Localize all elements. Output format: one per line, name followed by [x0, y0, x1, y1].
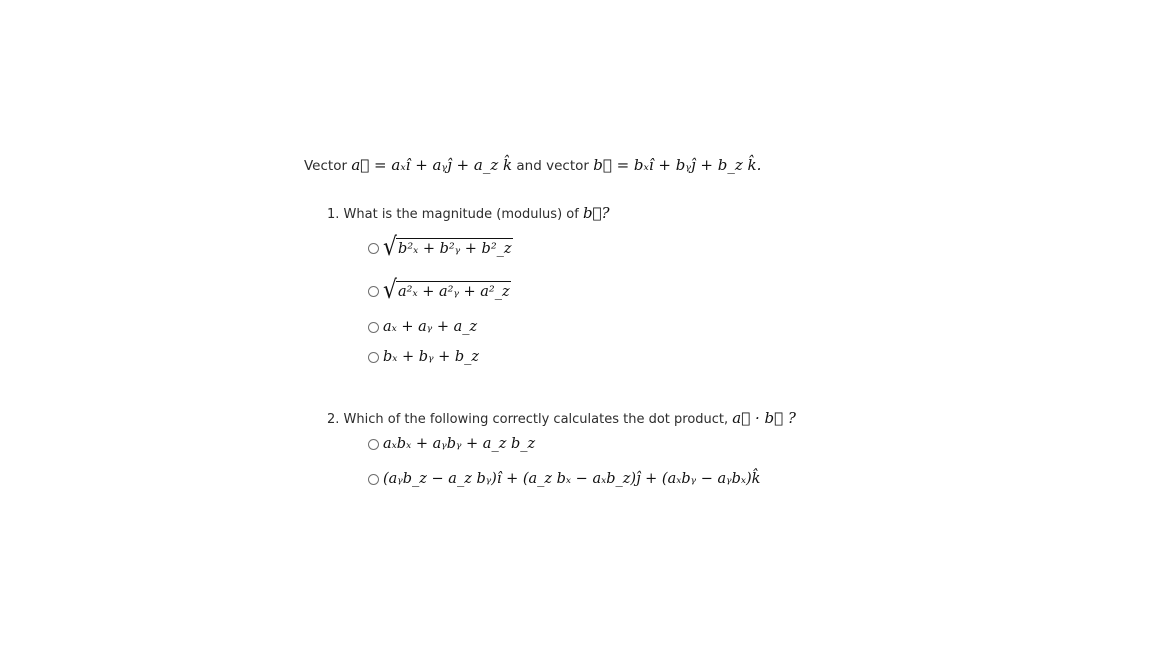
- option-label: bₓ + bᵧ + b_z: [383, 349, 480, 365]
- question-2: [327, 408, 796, 430]
- q1-option-3[interactable]: [368, 318, 477, 336]
- question-1: [327, 203, 610, 225]
- question-2-text: 2. Which of the following correctly calculates the dot product,: [327, 412, 729, 427]
- vector-a-definition: a⃗ = aₓî + aᵧĵ + a_z k̂: [351, 156, 513, 174]
- sqrt-sign-icon: √: [383, 276, 398, 305]
- sqrt-sign-icon: √: [383, 233, 398, 262]
- radio-button[interactable]: [368, 322, 379, 333]
- q1-option-1[interactable]: [368, 233, 513, 262]
- option-label: aₓbₓ + aᵧbᵧ + a_z b_z: [383, 436, 536, 452]
- q1-option-2[interactable]: [368, 276, 511, 305]
- option-label: a²ₓ + a²ᵧ + a²_z: [396, 281, 511, 302]
- sqrt-expression: [383, 233, 513, 262]
- question-1-text: 1. What is the magnitude (modulus) of: [327, 207, 579, 222]
- option-label: aₓ + aᵧ + a_z: [383, 319, 478, 335]
- question-2-symbol: a⃗ · b⃗ ?: [732, 409, 796, 427]
- radio-button[interactable]: [368, 286, 379, 297]
- vector-b-definition: b⃗ = bₓî + bᵧĵ + b_z k̂.: [593, 156, 762, 174]
- problem-statement: [304, 153, 761, 178]
- option-label: b²ₓ + b²ᵧ + b²_z: [396, 238, 513, 259]
- intro-and-vector: and vector: [516, 158, 589, 174]
- question-1-symbol: b⃗?: [582, 204, 610, 222]
- radio-button[interactable]: [368, 474, 379, 485]
- intro-prefix: Vector: [304, 158, 348, 174]
- option-label: (aᵧb_z − a_z bᵧ)î + (a_z bₓ − aₓb_z)ĵ + (aₓbᵧ − aᵧbₓ)k̂: [383, 471, 761, 487]
- sqrt-expression: [383, 276, 511, 305]
- radio-button[interactable]: [368, 439, 379, 450]
- q2-option-2[interactable]: [368, 470, 760, 488]
- radio-button[interactable]: [368, 243, 379, 254]
- q1-option-4[interactable]: [368, 348, 479, 366]
- q2-option-1[interactable]: [368, 435, 535, 453]
- radio-button[interactable]: [368, 352, 379, 363]
